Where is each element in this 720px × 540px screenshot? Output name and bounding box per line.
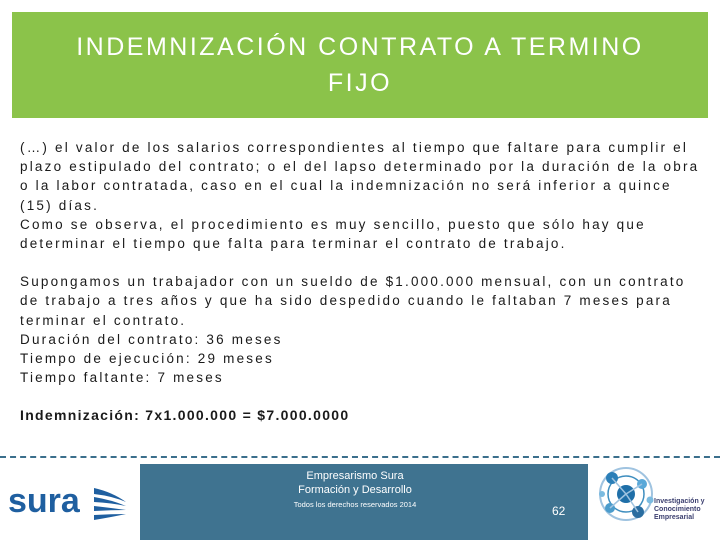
paragraph-example: Supongamos un trabajador con un sueldo de $1.000.000 mensual, con un contrato de trabajo a tres años y que ha sido despedido cuando le faltaban 7 meses para terminar el contrato. xyxy=(20,274,686,328)
sura-logo-text: sura xyxy=(8,482,80,520)
logo-line: Investigación y xyxy=(654,498,705,505)
sura-wave-icon xyxy=(94,488,126,520)
investigacion-logo-text xyxy=(654,498,718,522)
logo-line: Conocimiento xyxy=(654,506,701,513)
footer-divider xyxy=(0,456,720,458)
logo-line: Empresarial xyxy=(654,514,695,521)
contract-duration: Duración del contrato: 36 meses xyxy=(20,331,283,347)
footer-department: Formación y Desarrollo xyxy=(298,484,412,496)
slide-title: INDEMNIZACIÓN CONTRATO A TERMINO FIJO xyxy=(76,33,644,97)
spacer xyxy=(20,387,700,406)
paragraph-explanation: Como se observa, el procedimiento es muy sencillo, puesto que sólo hay que determinar el tiempo que falta para terminar el contrato de trabajo. xyxy=(20,216,646,252)
spacer xyxy=(20,253,700,272)
title-banner xyxy=(12,12,708,118)
sura-logo xyxy=(8,478,130,524)
remaining-time: Tiempo faltante: 7 meses xyxy=(20,370,224,386)
execution-time: Tiempo de ejecución: 29 meses xyxy=(20,351,274,367)
footer-copyright: Todos los derechos reservados 2014 xyxy=(293,500,417,509)
footer-org: Empresarismo Sura xyxy=(306,470,404,482)
page-number: 62 xyxy=(552,504,566,518)
slide-content xyxy=(20,138,700,426)
indemnization-result: Indemnización: 7x1.000.000 = $7.000.0000 xyxy=(20,407,350,424)
footer-band xyxy=(140,464,588,540)
paragraph-law-text: (…) el valor de los salarios correspondientes al tiempo que faltare para cumplir el plazo estipulado del contrato; o el del lapso determinado por la duración de la obra o la labor contratada, caso en el cual la indemnización no será inferior a quince (15) días. xyxy=(20,140,700,213)
network-icon xyxy=(599,468,654,520)
